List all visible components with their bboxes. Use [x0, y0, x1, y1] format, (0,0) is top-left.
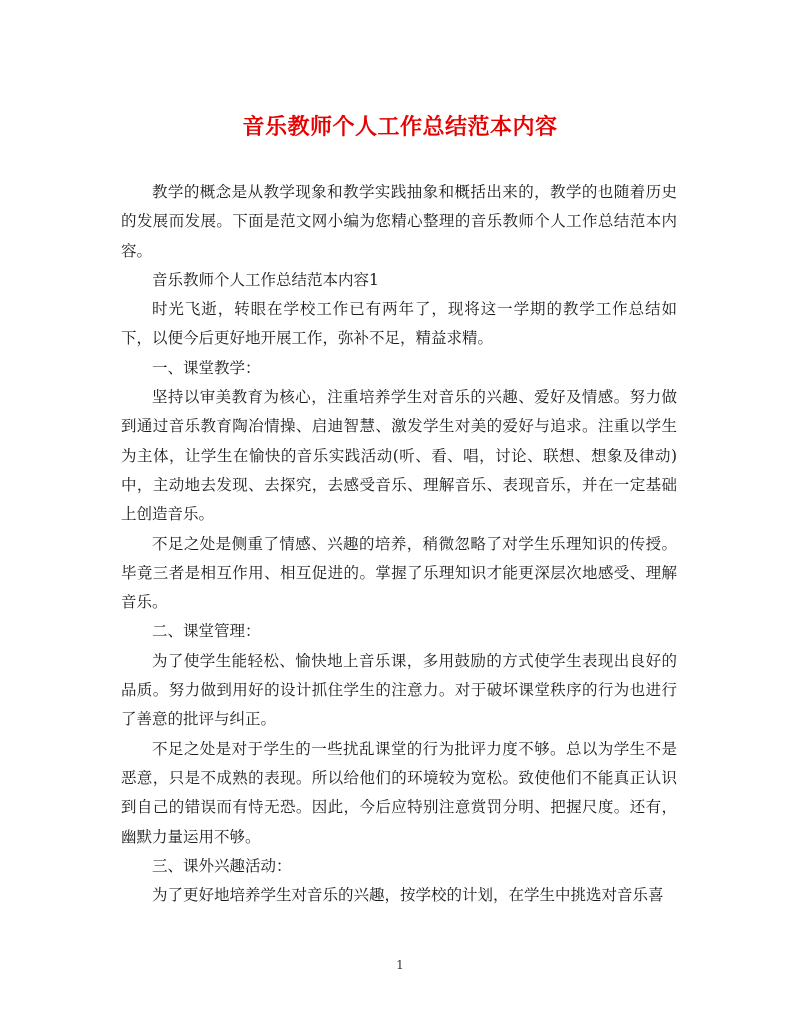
intro-paragraph: 教学的概念是从教学现象和教学实践抽象和概括出来的，教学的也随着历史的发展而发展。下面是范文网小编为您精心整理的音乐教师个人工作总结范本内容。 — [121, 183, 677, 260]
body-paragraph: 不足之处是对于学生的一些扰乱课堂的行为批评力度不够。总以为学生不是恶意，只是不成熟的表现。所以给他们的环境较为宽松。致使他们不能真正认识到自己的错误而有恃无恐。因此，今后应特别注意赏罚分明、把握尺度。还有，幽默力量运用不够。 — [121, 739, 677, 846]
section-heading-1: 音乐教师个人工作总结范本内容1 — [152, 270, 379, 289]
document-title: 音乐教师个人工作总结范本内容 — [242, 114, 558, 140]
body-paragraph: 坚持以审美教育为核心，注重培养学生对音乐的兴趣、爱好及情感。努力做到通过音乐教育陶冶情操、启迪智慧、激发学生对美的爱好与追求。注重以学生为主体，让学生在愉快的音乐实践活动(听、看、唱，讨论、联想、想象及律动)中，主动地去发现、去探究，去感受音乐、理解音乐、表现音乐，并在一定基础上创造音乐。 — [121, 388, 677, 524]
subsection-heading-classroom-management: 二、课堂管理： — [152, 622, 261, 641]
document-body — [121, 178, 677, 910]
body-paragraph: 为了使学生能轻松、愉快地上音乐课，多用鼓励的方式使学生表现出良好的品质。努力做到用好的设计抓住学生的注意力。对于破坏课堂秩序的行为也进行了善意的批评与纠正。 — [121, 651, 677, 729]
page-number: 1 — [396, 958, 404, 972]
body-paragraph: 为了更好地培养学生对音乐的兴趣，按学校的计划，在学生中挑选对音乐喜 — [152, 886, 664, 905]
body-paragraph: 不足之处是侧重了情感、兴趣的培养，稍微忽略了对学生乐理知识的传授。毕竟三者是相互作用、相互促进的。掌握了乐理知识才能更深层次地感受、理解音乐。 — [121, 534, 677, 612]
subsection-heading-classroom-teaching: 一、课堂教学： — [152, 358, 261, 377]
body-paragraph: 时光飞逝，转眼在学校工作已有两年了，现将这一学期的教学工作总结如下，以便今后更好地开展工作，弥补不足，精益求精。 — [121, 300, 677, 348]
subsection-heading-extracurricular: 三、课外兴趣活动： — [152, 856, 292, 875]
